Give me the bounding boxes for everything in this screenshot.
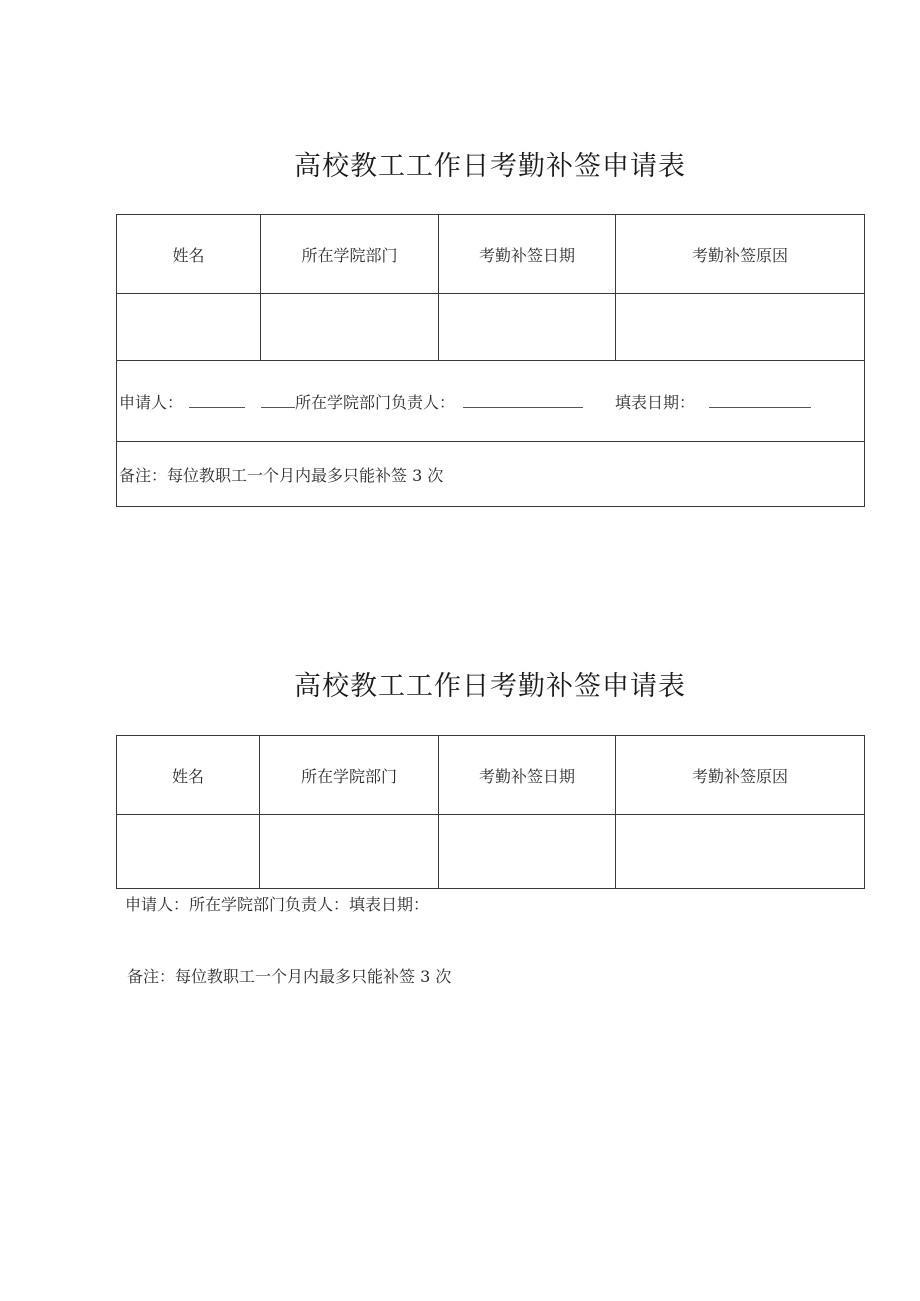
form-title: 高校教工工作日考勤补签申请表 [294, 151, 686, 182]
header-department: 所在学院部门 [261, 215, 439, 294]
header-reason: 考勤补签原因 [616, 736, 865, 815]
department-entry-cell[interactable] [261, 294, 439, 361]
header-reason: 考勤补签原因 [616, 215, 865, 294]
header-date: 考勤补签日期 [439, 736, 616, 815]
header-row [117, 736, 865, 815]
attendance-form-table [116, 214, 865, 507]
fill-date-blank[interactable] [709, 406, 811, 408]
header-date: 考勤补签日期 [439, 215, 616, 294]
applicant-blank-extra[interactable] [261, 406, 295, 408]
header-department: 所在学院部门 [260, 736, 439, 815]
form-title: 高校教工工作日考勤补签申请表 [294, 671, 686, 702]
name-entry-cell[interactable] [117, 815, 260, 889]
date-entry-cell[interactable] [439, 294, 616, 361]
header-name: 姓名 [117, 215, 261, 294]
department-entry-cell[interactable] [260, 815, 439, 889]
note-cell: 备注：每位教职工一个月内最多只能补签 3 次 [117, 442, 865, 507]
entry-row [117, 294, 865, 361]
dept-head-label: 所在学院部门负责人： [295, 392, 456, 412]
note-row [117, 442, 865, 507]
date-entry-cell[interactable] [439, 815, 616, 889]
entry-row [117, 815, 865, 889]
header-name: 姓名 [117, 736, 260, 815]
applicant-label: 申请人： [119, 392, 184, 412]
signature-cell [117, 361, 865, 442]
reason-entry-cell[interactable] [616, 294, 865, 361]
reason-entry-cell[interactable] [616, 815, 865, 889]
signature-line: 申请人：所在学院部门负责人：填表日期： [125, 895, 430, 914]
signature-row [117, 361, 865, 442]
applicant-blank[interactable] [189, 406, 245, 408]
dept-head-blank[interactable] [463, 406, 583, 408]
fill-date-label: 填表日期： [615, 392, 696, 412]
header-row [117, 215, 865, 294]
attendance-form-table [116, 735, 865, 889]
note-text: 备注：每位教职工一个月内最多只能补签 3 次 [127, 967, 452, 986]
name-entry-cell[interactable] [117, 294, 261, 361]
